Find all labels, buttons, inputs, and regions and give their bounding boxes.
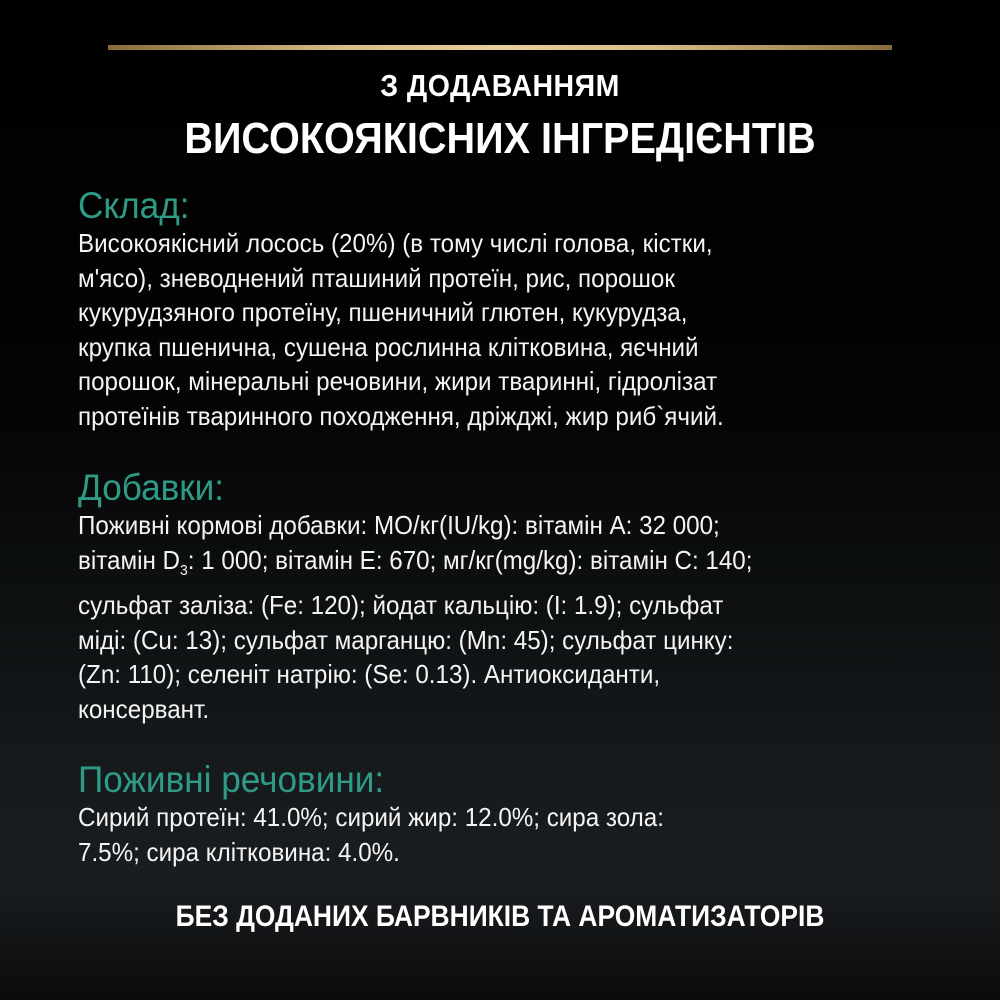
text: : 1 000; вітамін Е: 670; мг/кг(mg/kg): вітамін С: 140;	[187, 544, 753, 575]
additives-heading: Добавки:	[78, 467, 225, 508]
composition-line: порошок, мінеральні речовини, жири тваринні, гідролізат	[78, 366, 718, 396]
additives-line: Поживні кормові добавки: МО/кг(IU/kg): вітамін А: 32 000;	[78, 510, 720, 540]
nutrients-section	[78, 760, 978, 869]
title-line-1: З ДОДАВАННЯМ	[380, 68, 620, 103]
text: вітамін D	[78, 544, 181, 575]
additives-line: міді: (Cu: 13); сульфат марганцю: (Mn: 45); сульфат цинку:	[78, 624, 734, 655]
additives-line	[78, 543, 915, 589]
composition-line: Високоякісний лосось (20%) (в тому числі голова, кістки,	[78, 228, 713, 258]
additives-line: (Zn: 110); селеніт натрію: (Se: 0.13). Антиоксиданти,	[78, 659, 661, 689]
additives-line: консервант.	[78, 693, 210, 724]
composition-section	[78, 186, 978, 433]
additives-section	[78, 468, 978, 726]
gold-divider	[108, 45, 892, 50]
title-line-2: ВИСОКОЯКІСНИХ ІНГРЕДІЄНТІВ	[184, 114, 816, 163]
nutrients-heading: Поживні речовини:	[78, 759, 385, 800]
composition-line: протеїнів тваринного походження, дріжджі, жир риб`ячий.	[78, 400, 724, 431]
footer-claim: БЕЗ ДОДАНИХ БАРВНИКІВ ТА АРОМАТИЗАТОРІВ	[175, 900, 825, 933]
composition-heading: Склад:	[78, 185, 190, 226]
composition-line: крупка пшенична, сушена рослинна клітковина, яєчний	[78, 331, 699, 362]
nutrients-line: 7.5%; сира клітковина: 4.0%.	[78, 836, 400, 867]
subscript: 3	[180, 561, 188, 579]
composition-line: м'ясо), зневоднений пташиний протеїн, рис, порошок	[78, 262, 675, 293]
composition-line: кукурудзяного протеїну, пшеничний глютен, кукурудза,	[78, 297, 688, 327]
additives-line: сульфат заліза: (Fe: 120); йодат кальцію: (I: 1.9); сульфат	[78, 590, 724, 620]
nutrients-line: Сирий протеїн: 41.0%; сирий жир: 12.0%; сира зола:	[78, 802, 664, 832]
